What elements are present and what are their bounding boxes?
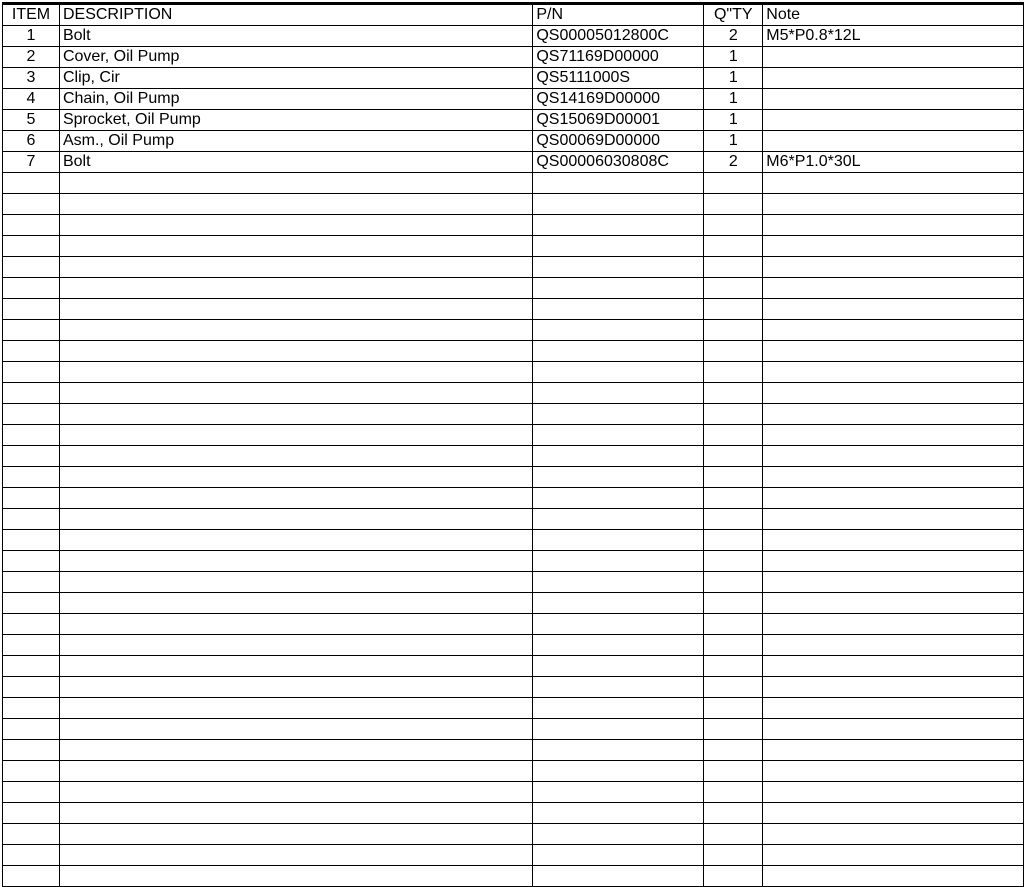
cell-note	[763, 362, 1024, 383]
empty-table-row	[3, 677, 1024, 698]
cell-note	[763, 593, 1024, 614]
empty-table-row	[3, 194, 1024, 215]
cell-description: Sprocket, Oil Pump	[59, 110, 532, 131]
cell-part-number	[533, 530, 704, 551]
cell-description	[59, 425, 532, 446]
cell-note	[763, 677, 1024, 698]
cell-quantity	[704, 173, 763, 194]
empty-table-row	[3, 320, 1024, 341]
cell-part-number: QS14169D00000	[533, 89, 704, 110]
cell-note	[763, 404, 1024, 425]
cell-item	[3, 698, 60, 719]
cell-quantity	[704, 467, 763, 488]
cell-quantity	[704, 656, 763, 677]
cell-quantity	[704, 698, 763, 719]
cell-item	[3, 194, 60, 215]
cell-description	[59, 257, 532, 278]
empty-table-row	[3, 551, 1024, 572]
empty-table-row	[3, 866, 1024, 887]
cell-note	[763, 341, 1024, 362]
cell-part-number	[533, 677, 704, 698]
cell-part-number	[533, 572, 704, 593]
cell-note	[763, 488, 1024, 509]
cell-part-number	[533, 194, 704, 215]
cell-item	[3, 257, 60, 278]
cell-part-number	[533, 551, 704, 572]
cell-description	[59, 740, 532, 761]
empty-table-row	[3, 236, 1024, 257]
cell-item	[3, 824, 60, 845]
cell-note	[763, 614, 1024, 635]
cell-description: Cover, Oil Pump	[59, 47, 532, 68]
cell-note	[763, 194, 1024, 215]
cell-description	[59, 446, 532, 467]
empty-table-row	[3, 509, 1024, 530]
cell-part-number: QS00069D00000	[533, 131, 704, 152]
cell-quantity: 1	[704, 89, 763, 110]
cell-item	[3, 341, 60, 362]
empty-table-row	[3, 278, 1024, 299]
cell-note	[763, 509, 1024, 530]
parts-list-body	[3, 26, 1024, 887]
empty-table-row	[3, 425, 1024, 446]
cell-item	[3, 215, 60, 236]
cell-part-number	[533, 446, 704, 467]
empty-table-row	[3, 635, 1024, 656]
cell-note	[763, 824, 1024, 845]
cell-description	[59, 341, 532, 362]
cell-item	[3, 635, 60, 656]
cell-item: 3	[3, 68, 60, 89]
cell-quantity	[704, 614, 763, 635]
cell-item: 2	[3, 47, 60, 68]
cell-quantity	[704, 761, 763, 782]
cell-part-number	[533, 719, 704, 740]
cell-part-number: QS71169D00000	[533, 47, 704, 68]
cell-part-number	[533, 467, 704, 488]
cell-item	[3, 299, 60, 320]
cell-description	[59, 362, 532, 383]
cell-part-number	[533, 215, 704, 236]
cell-description	[59, 278, 532, 299]
empty-table-row	[3, 845, 1024, 866]
cell-note	[763, 215, 1024, 236]
cell-part-number	[533, 593, 704, 614]
cell-note	[763, 446, 1024, 467]
cell-part-number	[533, 488, 704, 509]
cell-part-number	[533, 278, 704, 299]
empty-table-row	[3, 740, 1024, 761]
cell-part-number	[533, 656, 704, 677]
cell-quantity	[704, 719, 763, 740]
empty-table-row	[3, 341, 1024, 362]
cell-item	[3, 467, 60, 488]
table-row	[3, 89, 1024, 110]
cell-part-number	[533, 299, 704, 320]
cell-part-number	[533, 425, 704, 446]
empty-table-row	[3, 173, 1024, 194]
cell-description	[59, 383, 532, 404]
cell-note	[763, 383, 1024, 404]
table-row	[3, 131, 1024, 152]
cell-description	[59, 173, 532, 194]
cell-quantity: 1	[704, 131, 763, 152]
cell-description	[59, 320, 532, 341]
cell-quantity	[704, 740, 763, 761]
cell-part-number: QS00005012800C	[533, 26, 704, 47]
header-part-number: P/N	[533, 4, 704, 26]
cell-description	[59, 467, 532, 488]
cell-quantity	[704, 320, 763, 341]
cell-part-number	[533, 761, 704, 782]
cell-quantity	[704, 635, 763, 656]
empty-table-row	[3, 656, 1024, 677]
cell-item	[3, 782, 60, 803]
empty-table-row	[3, 572, 1024, 593]
cell-part-number	[533, 362, 704, 383]
parts-list-table	[2, 2, 1024, 887]
cell-item	[3, 488, 60, 509]
cell-quantity	[704, 278, 763, 299]
cell-part-number	[533, 698, 704, 719]
cell-note	[763, 656, 1024, 677]
cell-item	[3, 404, 60, 425]
cell-part-number	[533, 782, 704, 803]
cell-quantity: 1	[704, 110, 763, 131]
cell-note	[763, 761, 1024, 782]
cell-part-number	[533, 509, 704, 530]
cell-quantity	[704, 782, 763, 803]
empty-table-row	[3, 530, 1024, 551]
cell-description	[59, 719, 532, 740]
cell-item	[3, 446, 60, 467]
cell-quantity	[704, 593, 763, 614]
header-row	[3, 4, 1024, 26]
cell-description	[59, 299, 532, 320]
cell-note	[763, 845, 1024, 866]
cell-note	[763, 530, 1024, 551]
cell-description	[59, 404, 532, 425]
cell-item	[3, 236, 60, 257]
cell-item	[3, 383, 60, 404]
cell-note	[763, 425, 1024, 446]
cell-description	[59, 614, 532, 635]
empty-table-row	[3, 761, 1024, 782]
cell-quantity	[704, 383, 763, 404]
cell-note	[763, 551, 1024, 572]
cell-quantity	[704, 551, 763, 572]
empty-table-row	[3, 446, 1024, 467]
cell-part-number	[533, 404, 704, 425]
cell-note	[763, 866, 1024, 887]
empty-table-row	[3, 215, 1024, 236]
cell-item	[3, 719, 60, 740]
cell-note	[763, 89, 1024, 110]
cell-description	[59, 530, 532, 551]
cell-item	[3, 614, 60, 635]
cell-part-number	[533, 824, 704, 845]
cell-description: Chain, Oil Pump	[59, 89, 532, 110]
empty-table-row	[3, 593, 1024, 614]
cell-description: Bolt	[59, 26, 532, 47]
cell-quantity	[704, 341, 763, 362]
table-row	[3, 26, 1024, 47]
table-row	[3, 47, 1024, 68]
cell-quantity	[704, 530, 763, 551]
cell-quantity	[704, 509, 763, 530]
cell-note	[763, 236, 1024, 257]
cell-description	[59, 803, 532, 824]
cell-part-number: QS15069D00001	[533, 110, 704, 131]
cell-item	[3, 740, 60, 761]
cell-note	[763, 110, 1024, 131]
cell-item	[3, 509, 60, 530]
empty-table-row	[3, 467, 1024, 488]
cell-part-number	[533, 236, 704, 257]
cell-note	[763, 278, 1024, 299]
table-row	[3, 110, 1024, 131]
cell-quantity	[704, 488, 763, 509]
cell-quantity	[704, 425, 763, 446]
cell-part-number	[533, 614, 704, 635]
cell-note	[763, 131, 1024, 152]
cell-description	[59, 677, 532, 698]
cell-part-number	[533, 320, 704, 341]
cell-quantity	[704, 257, 763, 278]
cell-note: M6*P1.0*30L	[763, 152, 1024, 173]
empty-table-row	[3, 488, 1024, 509]
empty-table-row	[3, 803, 1024, 824]
cell-description	[59, 593, 532, 614]
cell-part-number	[533, 341, 704, 362]
cell-description	[59, 488, 532, 509]
cell-quantity	[704, 404, 763, 425]
cell-description	[59, 509, 532, 530]
cell-item	[3, 362, 60, 383]
cell-item: 1	[3, 26, 60, 47]
cell-description	[59, 866, 532, 887]
cell-description	[59, 761, 532, 782]
cell-item	[3, 761, 60, 782]
cell-item: 4	[3, 89, 60, 110]
cell-item: 5	[3, 110, 60, 131]
cell-quantity	[704, 824, 763, 845]
cell-part-number	[533, 845, 704, 866]
cell-item	[3, 530, 60, 551]
cell-note	[763, 635, 1024, 656]
cell-part-number	[533, 173, 704, 194]
cell-description: Clip, Cir	[59, 68, 532, 89]
cell-quantity: 2	[704, 26, 763, 47]
cell-note	[763, 719, 1024, 740]
cell-item	[3, 278, 60, 299]
cell-description	[59, 635, 532, 656]
empty-table-row	[3, 614, 1024, 635]
cell-item: 7	[3, 152, 60, 173]
cell-note	[763, 467, 1024, 488]
cell-quantity: 1	[704, 68, 763, 89]
cell-note	[763, 47, 1024, 68]
cell-part-number	[533, 635, 704, 656]
cell-quantity	[704, 362, 763, 383]
cell-item	[3, 803, 60, 824]
cell-part-number	[533, 803, 704, 824]
cell-description	[59, 551, 532, 572]
cell-note	[763, 782, 1024, 803]
cell-note	[763, 320, 1024, 341]
cell-quantity	[704, 194, 763, 215]
cell-note	[763, 740, 1024, 761]
empty-table-row	[3, 383, 1024, 404]
cell-item	[3, 593, 60, 614]
cell-item	[3, 425, 60, 446]
cell-part-number	[533, 257, 704, 278]
cell-note	[763, 572, 1024, 593]
cell-part-number: QS00006030808C	[533, 152, 704, 173]
cell-description	[59, 698, 532, 719]
table-row	[3, 152, 1024, 173]
cell-description	[59, 656, 532, 677]
table-row	[3, 68, 1024, 89]
cell-item	[3, 677, 60, 698]
cell-quantity: 1	[704, 47, 763, 68]
cell-description	[59, 194, 532, 215]
cell-quantity	[704, 845, 763, 866]
empty-table-row	[3, 824, 1024, 845]
header-note: Note	[763, 4, 1024, 26]
cell-note	[763, 803, 1024, 824]
cell-note	[763, 68, 1024, 89]
cell-description	[59, 845, 532, 866]
cell-quantity	[704, 866, 763, 887]
cell-note: M5*P0.8*12L	[763, 26, 1024, 47]
cell-note	[763, 257, 1024, 278]
cell-quantity	[704, 803, 763, 824]
header-quantity: Q"TY	[704, 4, 763, 26]
cell-quantity	[704, 236, 763, 257]
cell-note	[763, 173, 1024, 194]
cell-quantity	[704, 299, 763, 320]
empty-table-row	[3, 719, 1024, 740]
cell-description	[59, 824, 532, 845]
cell-quantity	[704, 677, 763, 698]
cell-part-number	[533, 866, 704, 887]
cell-item	[3, 551, 60, 572]
cell-item	[3, 572, 60, 593]
cell-quantity	[704, 446, 763, 467]
cell-note	[763, 299, 1024, 320]
cell-item	[3, 845, 60, 866]
cell-description: Bolt	[59, 152, 532, 173]
cell-description	[59, 236, 532, 257]
empty-table-row	[3, 299, 1024, 320]
empty-table-row	[3, 257, 1024, 278]
cell-part-number: QS5111000S	[533, 68, 704, 89]
cell-part-number	[533, 740, 704, 761]
cell-item	[3, 173, 60, 194]
header-item: ITEM	[3, 4, 60, 26]
cell-quantity: 2	[704, 152, 763, 173]
cell-item	[3, 866, 60, 887]
cell-note	[763, 698, 1024, 719]
cell-item	[3, 320, 60, 341]
cell-description	[59, 782, 532, 803]
empty-table-row	[3, 362, 1024, 383]
cell-description	[59, 215, 532, 236]
cell-quantity	[704, 215, 763, 236]
header-description: DESCRIPTION	[59, 4, 532, 26]
cell-item	[3, 656, 60, 677]
empty-table-row	[3, 404, 1024, 425]
empty-table-row	[3, 698, 1024, 719]
cell-description: Asm., Oil Pump	[59, 131, 532, 152]
cell-part-number	[533, 383, 704, 404]
cell-item: 6	[3, 131, 60, 152]
empty-table-row	[3, 782, 1024, 803]
cell-description	[59, 572, 532, 593]
cell-quantity	[704, 572, 763, 593]
